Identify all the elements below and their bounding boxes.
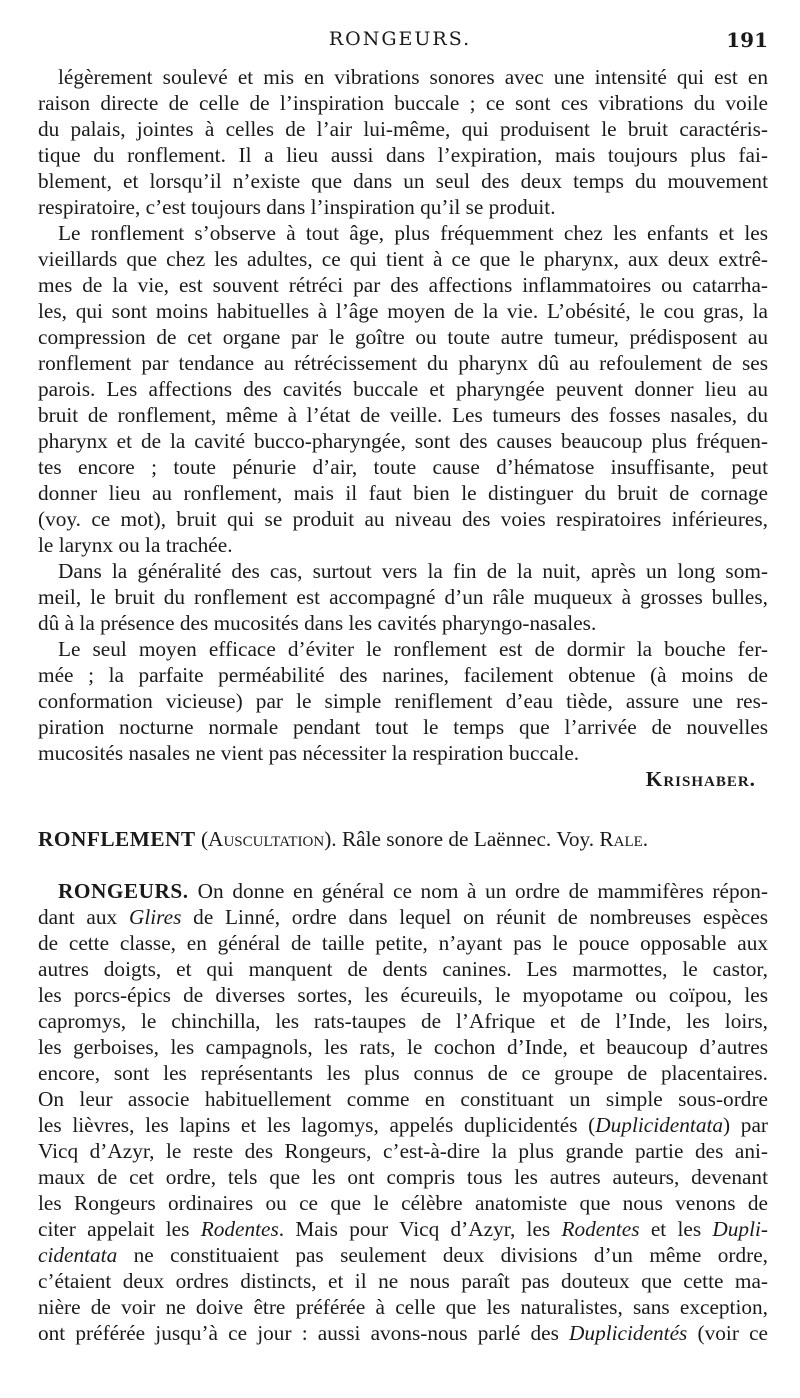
text-line: mucosités nasales ne vient pas nécessiter la respiration buccale. <box>38 741 580 765</box>
text-line: du palais, jointes à celles de l’air lui-même, qui produisent le bruit caractéris- <box>38 117 768 141</box>
text-line: mée ; la parfaite perméabilité des narines, facilement obtenue (à moins de <box>38 663 768 687</box>
text-line: blement, et lorsqu’il n’existe que dans un seul des deux temps du mouvement <box>38 169 768 193</box>
entry-text: Râle sonore de Laënnec. Voy. <box>341 827 595 851</box>
paragraph <box>38 64 768 220</box>
text-line: Dans la généralité des cas, surtout vers la fin de la nuit, après un long som- <box>58 559 768 583</box>
ronflement-article <box>38 64 768 766</box>
text-line: Le ronflement s’observe à tout âge, plus fréquemment chez les enfants et les <box>58 221 768 245</box>
entry-qualifier: (Auscultation). <box>200 827 337 851</box>
text-line: ont préférée jusqu’à ce jour : aussi avons-nous parlé des Duplicidentés (voir ce <box>38 1321 768 1345</box>
text-line: respiratoire, c’est toujours dans l’inspiration qu’il se produit. <box>38 195 556 219</box>
text-line: le larynx ou la trachée. <box>38 533 233 557</box>
text-line: cidentata ne constituaient pas seulement deux divisions d’un même ordre, <box>38 1243 768 1267</box>
text-line: piration nocturne normale pendant tout le temps que l’arrivée de nouvelles <box>38 715 768 739</box>
text-line: autres doigts, et qui manquent de dents canines. Les marmottes, le castor, <box>38 957 768 981</box>
running-head: RONGEURS. <box>328 28 472 50</box>
text-line: meil, le bruit du ronflement est accompagné d’un râle muqueux à grosses bulles, <box>38 585 768 609</box>
page-body <box>38 64 768 1346</box>
entry-ronflement-auscultation <box>38 826 768 852</box>
paragraph <box>38 636 768 766</box>
page-number: 191 <box>726 28 768 52</box>
text-line: Vicq d’Azyr, le reste des Rongeurs, c’est-à-dire la plus grande partie des ani- <box>38 1139 768 1163</box>
text-line: les porcs-épics de diverses sortes, les écureuils, le myopotame ou coïpou, les <box>38 983 768 1007</box>
text-line: les Rongeurs ordinaires ou ce que le célèbre anatomiste que nous venons de <box>38 1191 768 1215</box>
text-line: légèrement soulevé et mis en vibrations sonores avec une intensité qui est en <box>58 65 768 89</box>
text-line: encore, sont les représentants les plus connus de ce groupe de placentaires. <box>38 1061 768 1085</box>
text-line: les gerboises, les campagnols, les rats, le cochon d’Inde, et beaucoup d’autres <box>38 1035 768 1059</box>
text-line: pharynx et de la cavité bucco-pharyngée, sont des causes beaucoup plus fréquen- <box>38 429 768 453</box>
text-line: de cette classe, en général de taille petite, n’ayant pas le pouce opposable aux <box>38 931 768 955</box>
text-line: donner lieu au ronflement, mais il faut bien le distinguer du bruit de cornage <box>38 481 768 505</box>
text-line: raison directe de celle de l’inspiration buccale ; ce sont ces vibrations du voile <box>38 91 768 115</box>
text-line: capromys, le chinchilla, les rats-taupes de l’Afrique et de l’Inde, les loirs, <box>38 1009 768 1033</box>
text-line: compression de cet organe par le goître ou toute autre tumeur, prédisposent au <box>38 325 768 349</box>
text-line: tique du ronflement. Il a lieu aussi dans l’expiration, mais toujours plus fai- <box>38 143 768 167</box>
text-line: les lièvres, les lapins et les lagomys, appelés duplicidentés (Duplicidentata) par <box>38 1113 768 1137</box>
text-line: les, qui sont moins habituelles à l’âge moyen de la vie. L’obésité, le cou gras, la <box>38 299 768 323</box>
text-line: parois. Les affections des cavités buccale et pharyngée peuvent donner lieu au <box>38 377 768 401</box>
text-line: conformation vicieuse) par le simple reniflement d’eau tiède, assure une res- <box>38 689 768 713</box>
entry-rongeurs <box>38 878 768 1346</box>
text-line: ronflement par tendance au rétrécissement du pharynx dû au refoulement de ses <box>38 351 768 375</box>
text-line: Le seul moyen efficace d’éviter le ronflement est de dormir la bouche fer- <box>58 637 768 661</box>
text-line: c’étaient deux ordres distincts, et il ne nous paraît pas douteux que cette ma- <box>38 1269 768 1293</box>
page-header <box>0 28 800 58</box>
text-line: tes encore ; toute pénurie d’air, toute cause d’hématose insuffisante, peut <box>38 455 768 479</box>
paragraph <box>38 558 768 636</box>
text-line: On leur associe habituellement comme en constituant un simple sous-ordre <box>38 1087 768 1111</box>
entry-headword: RONFLEMENT <box>38 827 196 851</box>
text-line: bruit de ronflement, même à l’état de veille. Les tumeurs des fosses nasales, du <box>38 403 768 427</box>
text-line: RONGEURS. On donne en général ce nom à un ordre de mammifères répon- <box>58 879 768 903</box>
text-line: vieillards que chez les adultes, ce qui tient à ce que le pharynx, aux deux extrê- <box>38 247 768 271</box>
author-signature: Krishaber. <box>645 767 756 791</box>
text-line: mes de la vie, est souvent rétréci par des affections inflammatoires ou catarrha- <box>38 273 768 297</box>
paragraph <box>38 220 768 558</box>
text-line: citer appelait les Rodentes. Mais pour Vicq d’Azyr, les Rodentes et les Dupli- <box>38 1217 768 1241</box>
cross-reference: Rale. <box>599 827 649 851</box>
text-line: dû à la présence des mucosités dans les cavités pharyngo-nasales. <box>38 611 597 635</box>
text-line: (voy. ce mot), bruit qui se produit au niveau des voies respiratoires inférieures, <box>38 507 768 531</box>
text-line: dant aux Glires de Linné, ordre dans lequel on réunit de nombreuses espèces <box>38 905 768 929</box>
text-line: nière de voir ne doive être préférée à celle que les naturalistes, sans exception, <box>38 1295 768 1319</box>
entry-headword: RONGEURS. <box>58 879 198 903</box>
text-line: maux de cet ordre, tels que les ont compris tous les autres auteurs, devenant <box>38 1165 768 1189</box>
